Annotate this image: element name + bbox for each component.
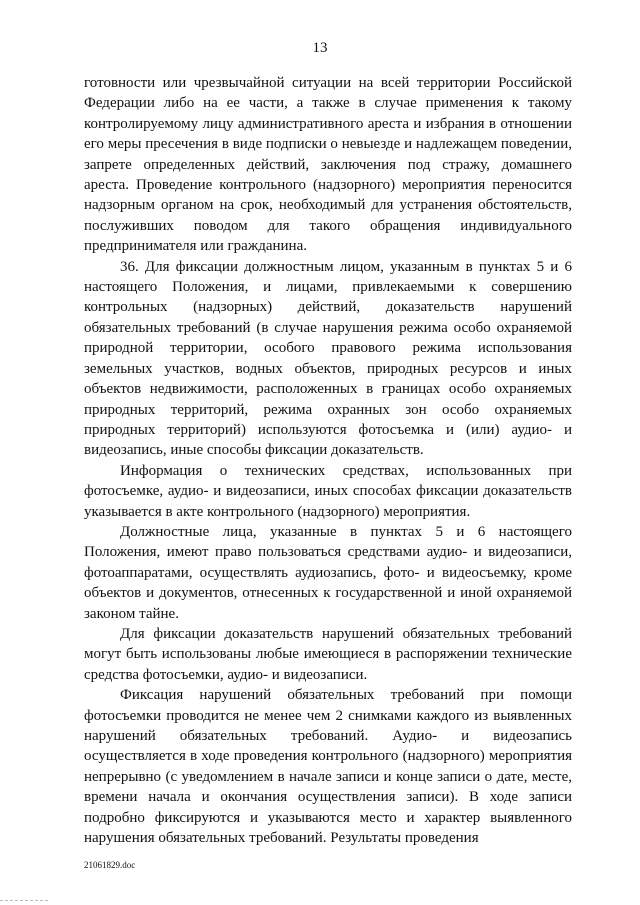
paragraph-officials-rights: Должностные лица, указанные в пунктах 5 и 6 настоящего Положения, имеют право пользоваться средствами аудио- и видеозаписи, фотоаппаратами, осуществлять аудиозапись, фото- и видеосъемку, кроме объектов и документов, отнесенных к государственной и иной охраняемой законом тайне. xyxy=(84,523,572,622)
footer-filename: 21061829.doc xyxy=(84,860,136,870)
page-number: 13 xyxy=(312,40,328,56)
scan-edge-mark xyxy=(0,900,48,905)
document-body xyxy=(84,73,572,848)
paragraph-technical-info: Информация о технических средствах, использованных при фотосъемке, аудио- и видеозаписи, иных способах фиксации доказательств указывается в акте контрольного (надзорного) мероприятия. xyxy=(84,462,572,520)
paragraph-item-36: 36. Для фиксации должностным лицом, указанным в пунктах 5 и 6 настоящего Положения, и лицами, привлекаемыми к совершению контрольных (надзорных) действий, доказательств нарушений обязательных требований (в случае нарушения режима особо охраняемой природной территории, особого правового режима использования земельных участков, водных объектов, природных ресурсов и иных объектов недвижимости, расположенных в границах особо охраняемых природных территорий, режима охранных зон особо охраняемых природных территорий) используются фотосъемка и (или) аудио- и видеозапись, иные способы фиксации доказательств. xyxy=(84,258,572,459)
paragraph-continuation: готовности или чрезвычайной ситуации на всей территории Российской Федерации либо на ее части, а также в случае применения к такому контролируемому лицу административного ареста и избрания в отношении его меры пресечения в виде подписки о невыезде и надлежащем поведении, запрете определенных действий, заключения под стражу, домашнего ареста. Проведение контрольного (надзорного) мероприятия переносится надзорным органом на срок, необходимый для устранения обстоятельств, послуживших поводом для такого обращения индивидуального предпринимателя или гражданина. xyxy=(84,75,572,255)
paragraph-photo-fixation: Фиксация нарушений обязательных требований при помощи фотосъемки проводится не менее чем 2 снимками каждого из выявленных нарушений обязательных требований. Аудио- и видеозапись осуществляется в ходе проведения контрольного (надзорного) мероприятия непрерывно (с уведомлением в начале записи и конце записи о дате, месте, времени начала и окончания осуществления записи). В ходе записи подробно фиксируются и указываются место и характер выявленного нарушения обязательных требований. Результаты проведения xyxy=(84,687,572,847)
paragraph-technical-means: Для фиксации доказательств нарушений обязательных требований могут быть использованы любые имеющиеся в распоряжении технические средства фотосъемки, аудио- и видеозаписи. xyxy=(84,625,572,683)
